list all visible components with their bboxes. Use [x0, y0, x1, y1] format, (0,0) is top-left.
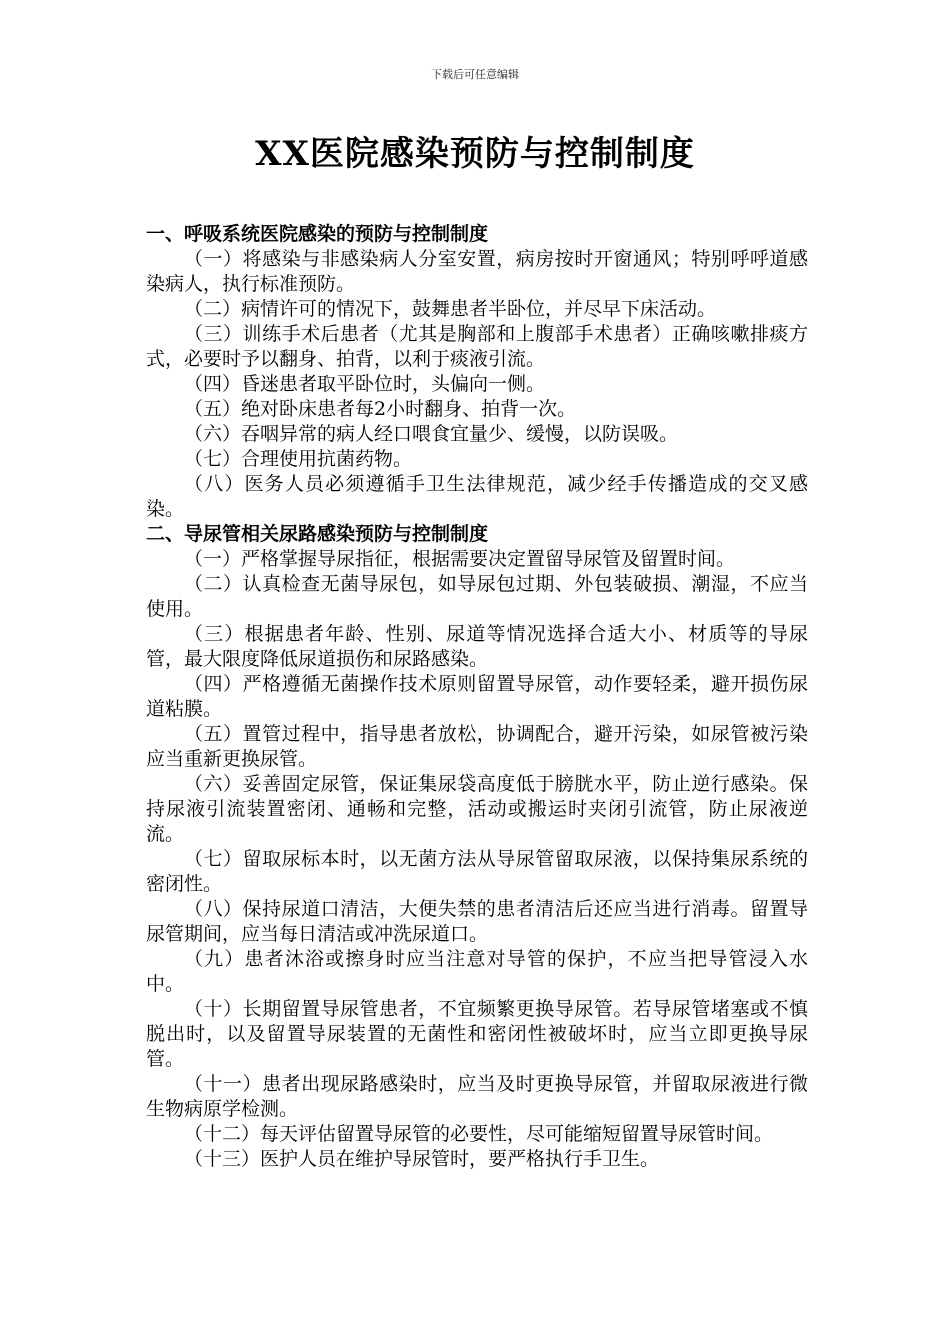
- section-respiratory: [146, 222, 808, 522]
- document-body: [146, 222, 808, 1172]
- list-item: （五）置管过程中，指导患者放松，协调配合，避开污染，如尿管被污染应当重新更换尿管。: [146, 723, 808, 770]
- list-item: （十三）医护人员在维护导尿管时，要严格执行手卫生。: [184, 1148, 660, 1170]
- list-item: （四）昏迷患者取平卧位时，头偏向一侧。: [184, 373, 546, 395]
- section-urinary-catheter: [146, 522, 808, 1172]
- header-note: 下载后可任意编辑: [431, 68, 519, 81]
- document-title: XX医院感染预防与控制制度: [255, 134, 695, 174]
- list-item: （七）留取尿标本时，以无菌方法从导尿管留取尿液，以保持集尿系统的密闭性。: [146, 848, 808, 895]
- list-item: （一）将感染与非感染病人分室安置，病房按时开窗通风；特别呼呼道感染病人，执行标准预防。: [146, 248, 808, 295]
- list-item: （十）长期留置导尿管患者，不宜频繁更换导尿管。若导尿管堵塞或不慎脱出时，以及留置导尿装置的无菌性和密闭性被破坏时，应当立即更换导尿管。: [146, 998, 808, 1070]
- list-item: （六）吞咽异常的病人经口喂食宜量少、缓慢，以防误吸。: [184, 423, 679, 445]
- list-item: （一）严格掌握导尿指征，根据需要决定置留导尿管及留置时间。: [184, 548, 736, 570]
- list-item: （十一）患者出现尿路感染时，应当及时更换导尿管，并留取尿液进行微生物病原学检测。: [146, 1073, 808, 1120]
- list-item: （九）患者沐浴或擦身时应当注意对导管的保护，不应当把导管浸入水中。: [146, 948, 808, 995]
- list-item: （七）合理使用抗菌药物。: [184, 448, 413, 470]
- list-item: （三）根据患者年龄、性别、尿道等情况选择合适大小、材质等的导尿管，最大限度降低尿道损伤和尿路感染。: [146, 623, 808, 670]
- list-item: （五）绝对卧床患者每2小时翻身、拍背一次。: [184, 398, 577, 420]
- list-item: （二）认真检查无菌导尿包，如导尿包过期、外包装破损、潮湿，不应当使用。: [146, 573, 808, 620]
- section-heading: 二、导尿管相关尿路感染预防与控制制度: [146, 523, 489, 545]
- section-heading: 一、呼吸系统医院感染的预防与控制制度: [146, 223, 489, 245]
- list-item: （四）严格遵循无菌操作技术原则留置导尿管，动作要轻柔，避开损伤尿道粘膜。: [146, 673, 808, 720]
- list-item: （八）保持尿道口清洁，大便失禁的患者清洁后还应当进行消毒。留置导尿管期间，应当每日清洁或冲洗尿道口。: [146, 898, 808, 945]
- list-item: （十二）每天评估留置导尿管的必要性，尽可能缩短留置导尿管时间。: [184, 1123, 774, 1145]
- list-item: （三）训练手术后患者（尤其是胸部和上腹部手术患者）正确咳嗽排痰方式，必要时予以翻身、拍背，以利于痰液引流。: [146, 323, 808, 370]
- list-item: （二）病情许可的情况下，鼓舞患者半卧位，并尽早下床活动。: [184, 298, 717, 320]
- list-item: （八）医务人员必须遵循手卫生法律规范，减少经手传播造成的交叉感染。: [146, 473, 808, 520]
- list-item: （六）妥善固定尿管，保证集尿袋高度低于膀胱水平，防止逆行感染。保持尿液引流装置密闭、通畅和完整，活动或搬运时夹闭引流管，防止尿液逆流。: [146, 773, 808, 845]
